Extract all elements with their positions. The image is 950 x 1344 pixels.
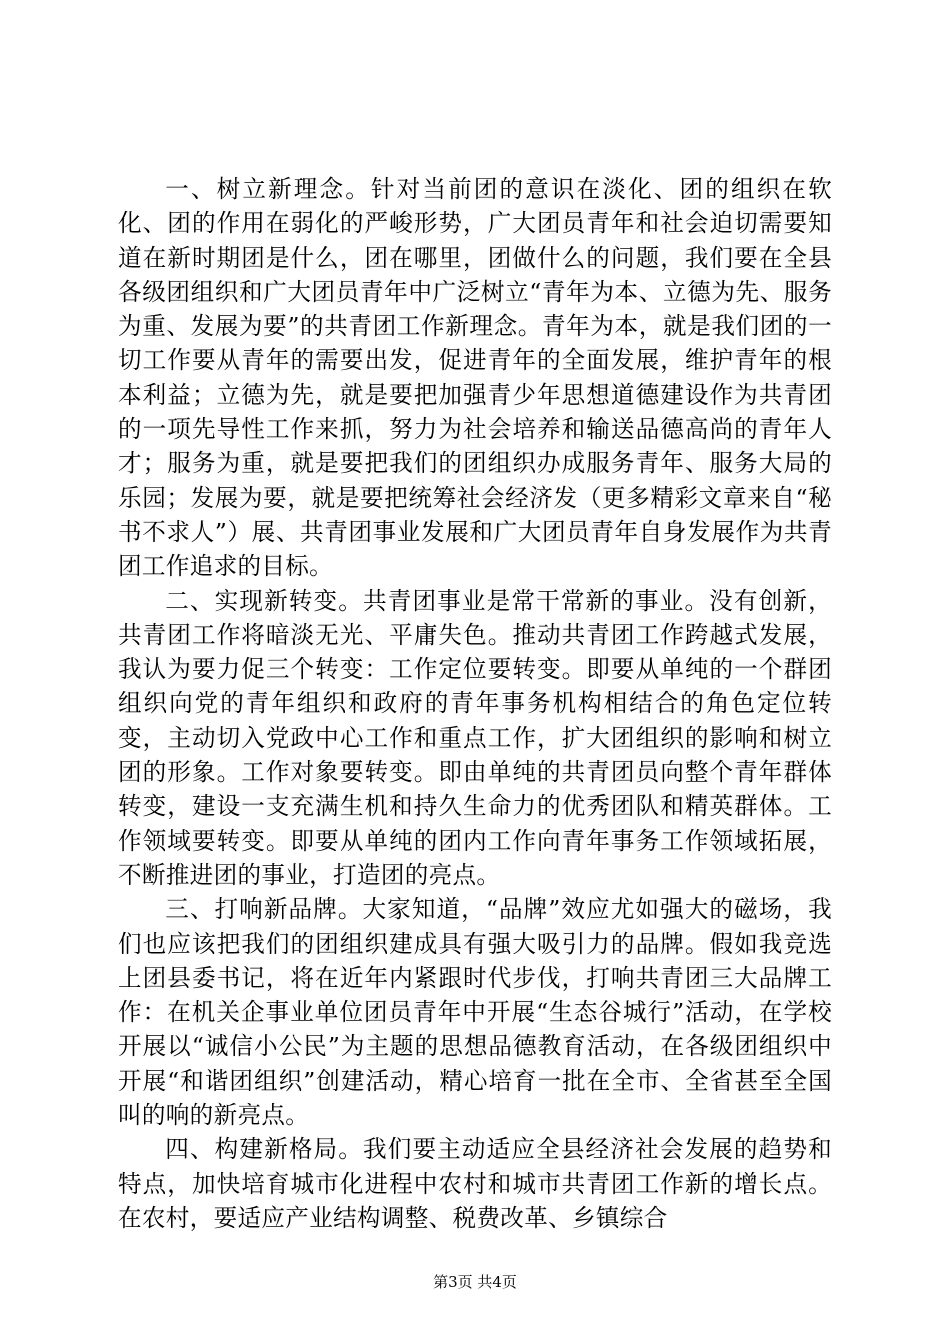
page-number: 第3页 共4页 bbox=[433, 1273, 517, 1291]
paragraph-1: 一、树立新理念。针对当前团的意识在淡化、团的组织在软化、团的作用在弱化的严峻形势，广大团员青年和社会迫切需要知道在新时期团是什么，团在哪里，团做什么的问题，我们要在全县各级团组织和广大团员青年中广泛树立“青年为本、立德为先、服务为重、发展为要”的共青团工作新理念。青年为本，就是我们团的一切工作要从青年的需要出发，促进青年的全面发展，维护青年的根本利益；立德为先，就是要把加强青少年思想道德建设作为共青团的一项先导性工作来抓，努力为社会培养和输送品德高尚的青年人才；服务为重，就是要把我们的团组织办成服务青年、服务大局的乐园；发展为要，就是要把统筹社会经济发（更多精彩文章来自“秘书不求人”）展、共青团事业发展和广大团员青年自身发展作为共青团工作追求的目标。 bbox=[118, 175, 832, 581]
paragraph-2: 二、实现新转变。共青团事业是常干常新的事业。没有创新，共青团工作将暗淡无光、平庸失色。推动共青团工作跨越式发展，我认为要力促三个转变：工作定位要转变。即要从单纯的一个群团组织向党的青年组织和政府的青年事务机构相结合的角色定位转变，主动切入党政中心工作和重点工作，扩大团组织的影响和树立团的形象。工作对象要转变。即由单纯的共青团员向整个青年群体转变，建设一支充满生机和持久生命力的优秀团队和精英群体。工作领域要转变。即要从单纯的团内工作向青年事务工作领域拓展，不断推进团的事业，打造团的亮点。 bbox=[118, 586, 832, 889]
paragraph-3: 三、打响新品牌。大家知道，“品牌”效应尤如强大的磁场，我们也应该把我们的团组织建成具有强大吸引力的品牌。假如我竞选上团县委书记，将在近年内紧跟时代步伐，打响共青团三大品牌工作：在机关企事业单位团员青年中开展“生态谷城行”活动，在学校开展以“诚信小公民”为主题的思想品德教育活动，在各级团组织中开展“和谐团组织”创建活动，精心培育一批在全市、全省甚至全国叫的响的新亮点。 bbox=[118, 895, 832, 1130]
paragraph-4: 四、构建新格局。我们要主动适应全县经济社会发展的趋势和特点，加快培育城市化进程中农村和城市共青团工作新的增长点。在农村，要适应产业结构调整、税费改革、乡镇综合 bbox=[118, 1135, 832, 1232]
page-footer bbox=[0, 1272, 950, 1292]
document-body bbox=[118, 172, 832, 1235]
